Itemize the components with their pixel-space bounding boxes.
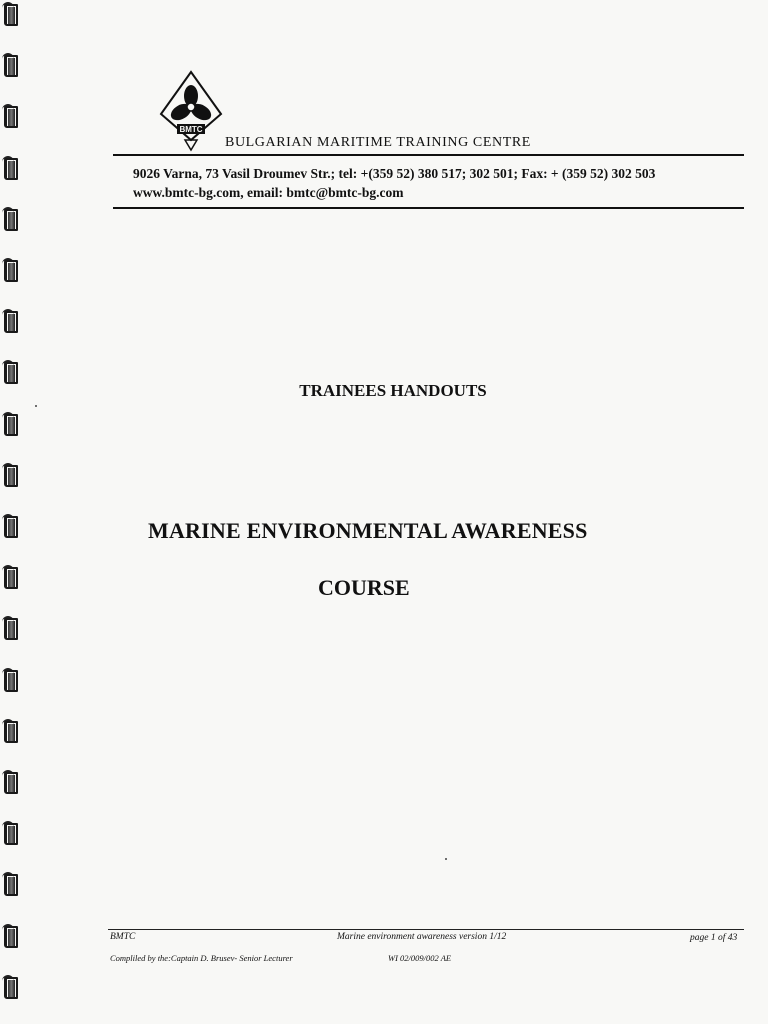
binding-ring [2, 668, 22, 694]
course-title: MARINE ENVIRONMENTAL AWARENESS [148, 518, 588, 543]
address-line: 9026 Varna, 73 Vasil Droumev Str.; tel: +(359 52) 380 517; 302 501; Fax: + (359 52) 302 503 [133, 166, 656, 181]
course-title-line2: COURSE [318, 575, 410, 600]
binding-ring [2, 514, 22, 540]
web-email-line: www.bmtc-bg.com, email: bmtc@bmtc-bg.com [133, 185, 404, 200]
footer-compiled-by: Compliled by the:Captain D. Brusev- Senior Lecturer [110, 953, 293, 963]
binding-ring [2, 412, 22, 438]
binding-ring [2, 565, 22, 591]
binding-ring [2, 872, 22, 898]
binding-ring [2, 463, 22, 489]
binding-ring [2, 309, 22, 335]
footer-page-number: page 1 of 43 [690, 933, 738, 943]
binding-ring [2, 719, 22, 745]
footer-course-version: Marine environment awareness version 1/12 [337, 932, 507, 942]
organization-name: BULGARIAN MARITIME TRAINING CENTRE [225, 135, 531, 150]
footer-org: BMTC [110, 932, 136, 942]
binding-ring [2, 258, 22, 284]
bmtc-logo [159, 70, 223, 154]
footer-document-ref: WI 02/009/002 AE [388, 953, 452, 963]
handouts-heading: TRAINEES HANDOUTS [299, 381, 487, 400]
binding-ring [2, 156, 22, 182]
header-divider-bottom [113, 207, 744, 209]
spiral-binding [0, 0, 28, 1024]
binding-ring [2, 770, 22, 796]
header-divider-top [113, 154, 744, 156]
binding-ring [2, 616, 22, 642]
footer-divider [108, 929, 744, 930]
speck [35, 405, 37, 407]
binding-ring [2, 924, 22, 950]
binding-ring [2, 821, 22, 847]
binding-ring [2, 207, 22, 233]
logo-text: BMTC [179, 125, 203, 134]
binding-ring [2, 53, 22, 79]
speck [445, 858, 447, 860]
binding-ring [2, 104, 22, 130]
binding-ring [2, 975, 22, 1001]
binding-ring [2, 2, 22, 28]
